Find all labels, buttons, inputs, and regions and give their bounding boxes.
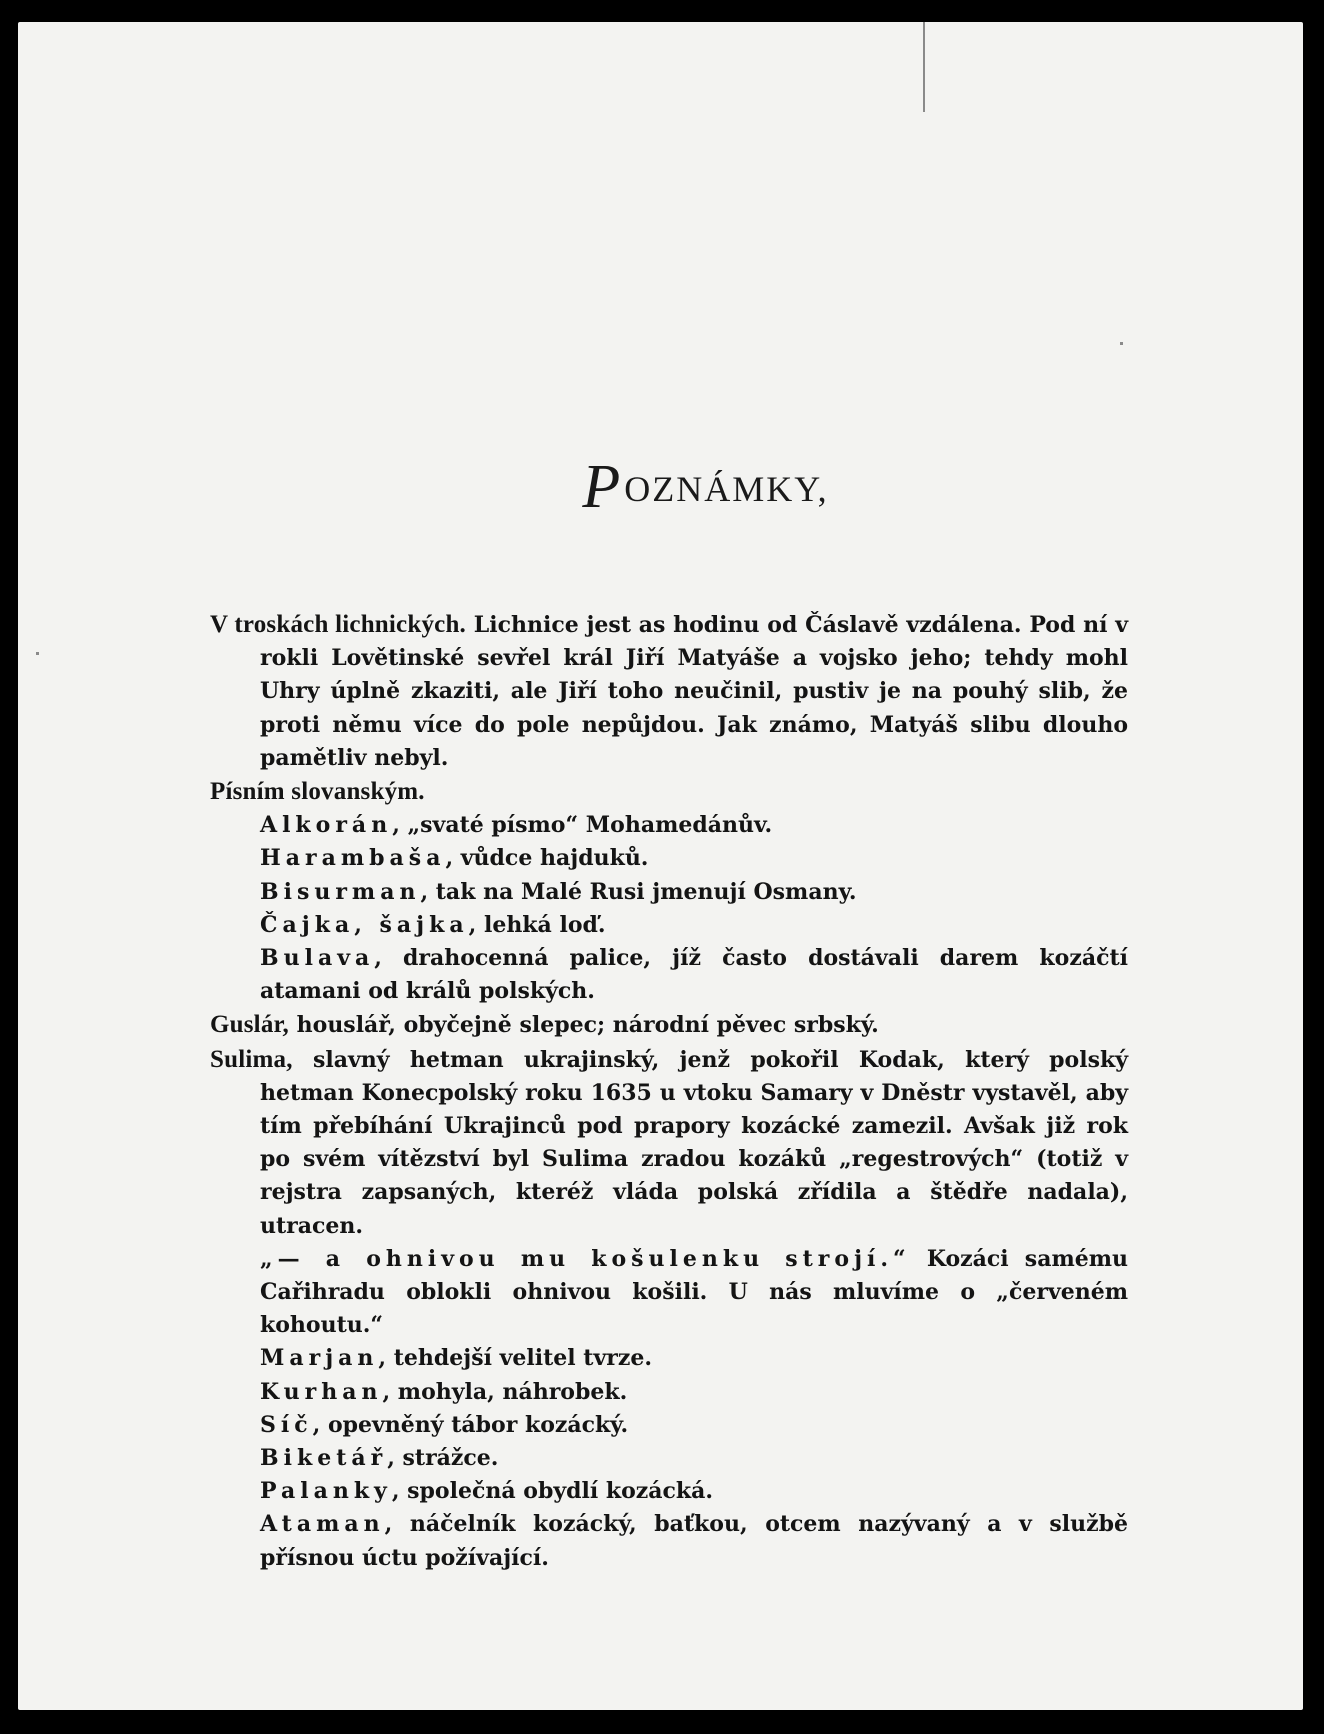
scan-edge-mark <box>923 22 925 112</box>
note-text: , tak na Malé Rusi jmenují Osmany. <box>420 878 857 905</box>
note-text: , strážce. <box>387 1445 499 1472</box>
note-term: Harambaša <box>260 845 446 872</box>
note-term-entry <box>210 1442 1128 1475</box>
note-term-entry <box>210 1475 1128 1508</box>
note-text: , vůdce hajduků. <box>445 845 649 872</box>
note-term-entry <box>210 876 1128 909</box>
note-text: , náčelník kozácký, baťkou, otcem nazývaný a v službě přísnou úctu požívající. <box>260 1511 1128 1571</box>
page-sheet <box>18 22 1303 1710</box>
note-term: Síč <box>260 1411 313 1438</box>
note-term: Ataman <box>260 1511 385 1538</box>
note-term-entry <box>210 1409 1128 1442</box>
note-term: Kurhan <box>260 1378 383 1405</box>
note-entry <box>210 608 1128 775</box>
note-heading: Guslár, <box>210 1011 289 1039</box>
note-section-heading <box>210 775 1128 809</box>
note-term-entry <box>210 1342 1128 1375</box>
title-initial: P <box>582 453 623 521</box>
note-text: houslář, obyčejně slepec; národní pěvec srbský. <box>288 1012 879 1039</box>
note-term: Bisurman <box>260 878 421 905</box>
note-term-entry <box>210 842 1128 875</box>
note-text: slavný hetman ukrajinský, jenž pokořil Kodak, který polský hetman Konecpolský roku 1635 u vtoku Samary v Dněstr vystavěl, aby tím přebíhání Ukrajinců pod prapory kozácké zamezil. Avšak již rok po svém vítězství byl Sulima zradou kozáků „regestrových“ (totiž v rejstra zapsaných, kteréž vláda polská zřídila a štědře nadala), utracen. <box>260 1046 1128 1239</box>
scan-edge-mark <box>36 652 39 655</box>
note-text: , mohyla, náhrobek. <box>382 1378 628 1405</box>
note-term: Marjan <box>260 1345 379 1372</box>
note-term: Biketář <box>260 1445 388 1472</box>
note-term-entry <box>210 809 1128 842</box>
title-text: OZNÁMKY, <box>624 469 829 509</box>
note-text: , společná obydlí kozácká. <box>391 1478 714 1505</box>
note-term: Bulava <box>260 945 375 972</box>
note-text: , opevněný tábor kozácký. <box>312 1411 629 1438</box>
note-term: Čajka, šajka <box>260 911 469 938</box>
scan-edge-mark <box>1120 342 1123 345</box>
note-term: Alkorán <box>260 812 393 839</box>
note-term-entry <box>210 1508 1128 1574</box>
note-text: , drahocenná palice, jíž často dostávali darem kozáčtí atamani od králů polských. <box>260 945 1128 1005</box>
note-text: , lehká loď. <box>468 911 606 938</box>
note-entry <box>210 1008 1128 1042</box>
note-term: „— a ohnivou mu košulenku strojí.“ <box>260 1245 911 1272</box>
note-term: Palanky <box>260 1478 392 1505</box>
note-text: Lichnice jest as hodinu od Čáslavě vzdálena. Pod ní v rokli Lovětinské sevřel král Jiří Matyáše a vojsko jeho; tehdy mohl Uhry úplně zkaziti, ale Jiří toho neučinil, pustiv je na pouhý slib, že proti němu více do pole nepůjdou. Jak známo, Matyáš slibu dlouho pamětliv nebyl. <box>260 612 1128 771</box>
note-heading: Písním slovanským. <box>210 778 425 806</box>
note-term-entry <box>210 1376 1128 1409</box>
note-text: Kozáci samému Cařihradu oblokli ohnivou košili. U nás mluvíme o „červeném kohoutu.“ <box>260 1245 1128 1339</box>
page-title <box>18 452 1303 523</box>
note-term-entry <box>210 942 1128 1008</box>
note-text: , „svaté písmo“ Mohamedánův. <box>392 812 773 839</box>
note-entry <box>210 1043 1128 1243</box>
note-heading: Sulima, <box>210 1045 293 1073</box>
note-text: , tehdejší velitel tvrze. <box>378 1345 652 1372</box>
note-term-entry <box>210 1243 1128 1343</box>
note-heading: V troskách lichnických. <box>210 611 466 638</box>
notes-list <box>210 608 1128 1575</box>
note-term-entry <box>210 909 1128 942</box>
